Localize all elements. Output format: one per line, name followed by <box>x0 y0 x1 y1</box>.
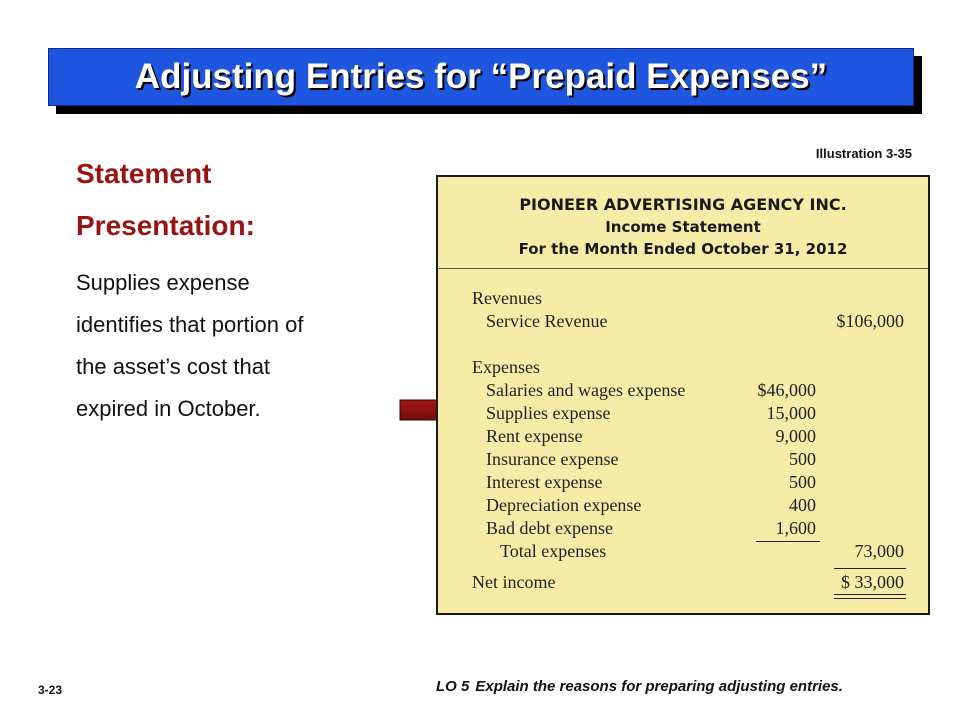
expenses-label: Expenses <box>472 357 540 377</box>
revenues-label: Revenues <box>472 288 542 308</box>
body-text <box>76 262 406 430</box>
expense-row <box>438 471 928 494</box>
service-revenue-label: Service Revenue <box>486 311 608 331</box>
section-heading <box>76 148 406 252</box>
total-expenses-amount: 73,000 <box>854 541 904 561</box>
income-statement <box>436 175 930 615</box>
body-line: the asset’s cost that <box>76 354 271 379</box>
expenses-heading-row <box>438 356 928 379</box>
service-revenue-amount: $106,000 <box>836 311 904 331</box>
expense-label: Rent expense <box>486 426 583 446</box>
expense-row <box>438 448 928 471</box>
body-line: expired in October. <box>76 396 261 421</box>
net-income-amount: $ 33,000 <box>841 572 904 592</box>
company-name: PIONEER ADVERTISING AGENCY INC. <box>519 195 847 214</box>
total-expenses-row <box>438 540 928 563</box>
illustration-label: Illustration 3-35 <box>815 146 912 161</box>
total-expenses-label: Total expenses <box>500 541 607 561</box>
expense-amount: 1,600 <box>775 518 816 538</box>
slide-number: 3-23 <box>38 683 63 697</box>
statement-header <box>438 177 928 269</box>
heading-line-1: Statement <box>76 158 212 189</box>
body-line: Supplies expense <box>76 270 250 295</box>
expense-row <box>438 379 928 402</box>
statement-rows <box>438 287 928 594</box>
subtotal-underline <box>756 541 820 542</box>
net-income-label: Net income <box>472 572 556 592</box>
expense-amount: 500 <box>789 449 816 469</box>
heading-line-2: Presentation: <box>76 210 255 241</box>
expense-row <box>438 517 928 540</box>
lo-text: Explain the reasons for preparing adjusting entries. <box>475 678 843 695</box>
net-income-row <box>438 571 928 594</box>
expense-row <box>438 402 928 425</box>
slide-title: Adjusting Entries for “Prepaid Expenses” <box>134 57 828 96</box>
expense-amount: 9,000 <box>775 426 816 446</box>
revenues-heading-row <box>438 287 928 310</box>
spacer <box>438 333 928 356</box>
double-underline <box>834 594 906 599</box>
expense-label: Depreciation expense <box>486 495 642 515</box>
total-underline <box>834 568 906 569</box>
expense-label: Supplies expense <box>486 403 611 423</box>
expense-row <box>438 494 928 517</box>
expense-label: Salaries and wages expense <box>486 380 686 400</box>
expense-amount: 15,000 <box>766 403 816 423</box>
expense-label: Interest expense <box>486 472 603 492</box>
title-bar <box>48 48 914 106</box>
statement-title: Income Statement <box>605 218 761 236</box>
learning-objective <box>436 678 946 695</box>
statement-period: For the Month Ended October 31, 2012 <box>518 240 848 258</box>
expense-amount: $46,000 <box>757 380 816 400</box>
expense-amount: 500 <box>789 472 816 492</box>
expense-amount: 400 <box>789 495 816 515</box>
expense-row <box>438 425 928 448</box>
expense-label: Insurance expense <box>486 449 619 469</box>
body-line: identifies that portion of <box>76 312 304 337</box>
lo-label: LO 5 <box>436 678 470 695</box>
expense-label: Bad debt expense <box>486 518 613 538</box>
service-revenue-row <box>438 310 928 333</box>
